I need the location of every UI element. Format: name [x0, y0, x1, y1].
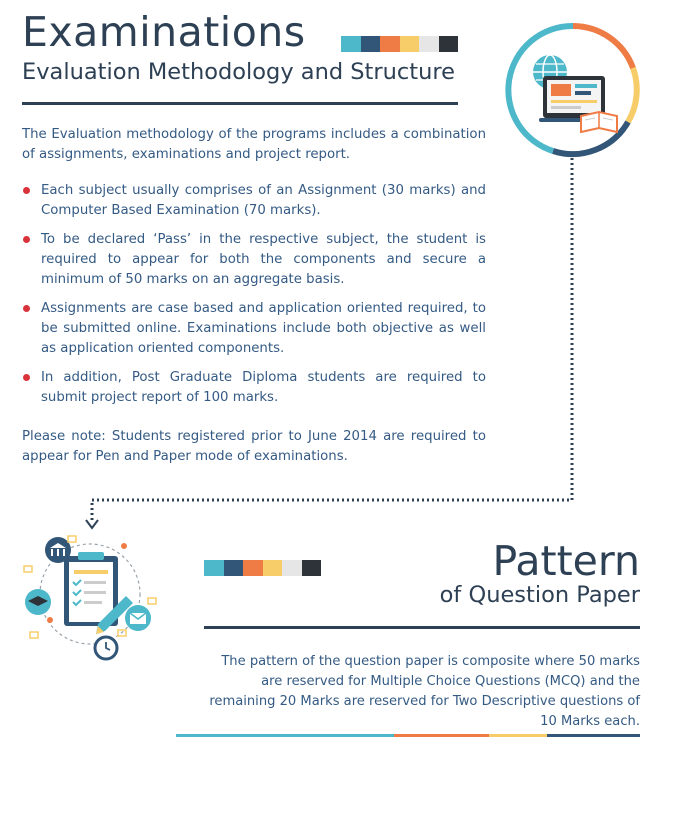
footer-segment [176, 734, 394, 737]
footer-color-line [176, 734, 640, 737]
pattern-divider [204, 626, 640, 629]
pattern-title: Pattern [492, 537, 640, 585]
list-item: To be declared ‘Pass’ in the respective subject, the student is required to appear for both the components and secure a minimum of 50 marks on an aggregate basis. [22, 230, 486, 290]
swatch [204, 560, 224, 576]
swatch [224, 560, 244, 576]
exam-clipboard-icon [20, 528, 160, 668]
swatch [302, 560, 322, 576]
page-title: Examinations [22, 8, 306, 56]
color-swatch-strip-2 [204, 560, 321, 576]
page-subtitle: Evaluation Methodology and Structure [22, 59, 455, 85]
list-item: Assignments are case based and application oriented required, to be submitted online. Examinations include both objective as well as application oriented components. [22, 299, 486, 359]
footer-segment [394, 734, 489, 737]
footer-segment [547, 734, 640, 737]
list-item: In addition, Post Graduate Diploma students are required to submit project report of 100 marks. [22, 368, 486, 408]
swatch [282, 560, 302, 576]
pattern-paragraph: The pattern of the question paper is composite where 50 marks are reserved for Multiple Choice Questions (MCQ) and the remaining 20 Marks are reserved for Two Descriptive questions of 10 Marks each. [209, 654, 640, 729]
swatch [243, 560, 263, 576]
pattern-subtitle: of Question Paper [439, 582, 640, 608]
swatch [263, 560, 283, 576]
footer-segment [489, 734, 547, 737]
intro-paragraph: The Evaluation methodology of the programs includes a combination of assignments, examinations and project report. [22, 127, 486, 162]
note-paragraph: Please note: Students registered prior to June 2014 are required to appear for Pen and Paper mode of examinations. [22, 429, 486, 464]
list-item: Each subject usually comprises of an Assignment (30 marks) and Computer Based Examination (70 marks). [22, 181, 486, 221]
